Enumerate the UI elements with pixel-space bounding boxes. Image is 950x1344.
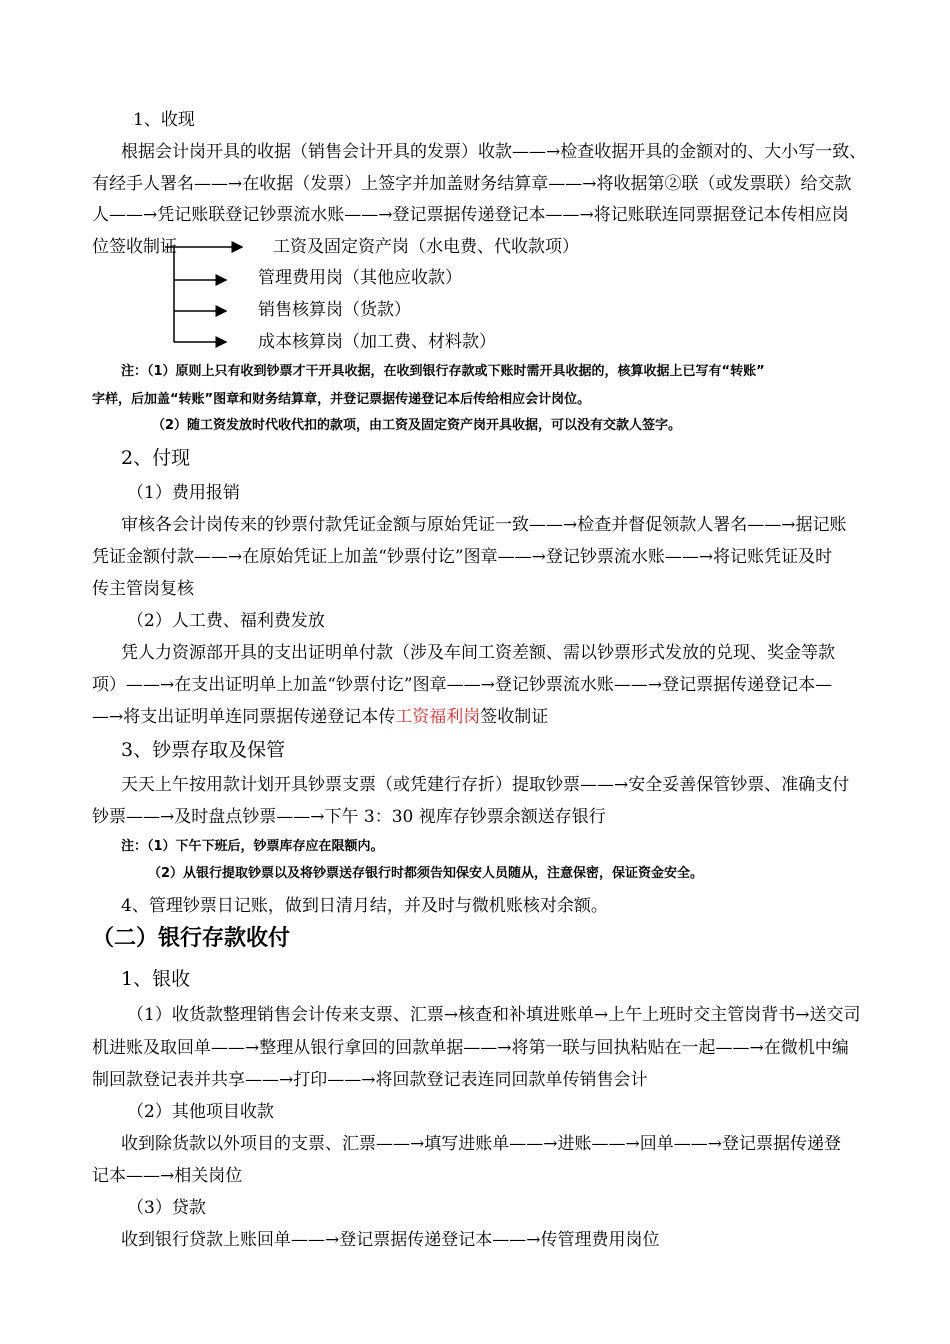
paragraph-line: 根据会计岗开具的收据（销售会计开具的发票）收款——→检查收据开具的金额对的、大小写一致、 [121,142,867,162]
note-line: 注：（1）下午下班后，钞票库存应在限额内。 [121,839,384,854]
paragraph-line: 记本——→相关岗位 [92,1166,243,1186]
subheading: （2）人工费、福利费发放 [127,611,325,631]
subheading: （2）其他项目收款 [127,1102,274,1122]
text-run: 签收制证 [480,707,549,727]
subheading: （3）贷款 [127,1198,206,1218]
note-line: （2）随工资发放时代收代扣的款项，由工资及固定资产岗开具收据，可以没有交款人签字。 [152,418,682,433]
branch-item: 成本核算岗（加工费、材料款） [258,332,496,352]
paragraph-line: 收到银行贷款上账回单——→登记票据传递登记本——→传管理费用岗位 [121,1230,660,1250]
branch-item: 工资及固定资产岗（水电费、代收款项） [273,237,579,257]
section-3-heading: 3、钞票存取及保管 [121,739,286,761]
paragraph-line: 收到除货款以外项目的支票、汇票——→填写进账单——→进账——→回单——→登记票据传递登 [121,1134,841,1154]
highlighted-text: 工资福利岗 [395,707,481,727]
part-2-heading: 1、银收 [121,968,191,990]
text-run: —→将支出证明单连同票据传递登记本传 [92,707,396,727]
paragraph-line: （1）收货款整理销售会计传来支票、汇票→核查和补填进账单→上午上班时交主管岗背书→送交司 [127,1005,861,1025]
note-line: 字样，后加盖“转账”图章和财务结算章，并登记票据传递登记本后传给相应会计岗位。 [92,392,591,407]
note-line: （2）从银行提取钞票以及将钞票送存银行时都须告知保安人员随从，注意保密，保证资金安全。 [148,866,704,881]
note-line: 注：（1）原则上只有收到钞票才干开具收据，在收到银行存款或下账时需开具收据的，核算收据上已写有“转账” [121,364,765,379]
section-1-heading: 1、收现 [133,110,195,130]
paragraph-line: 天天上午按用款计划开具钞票支票（或凭建行存折）提取钞票——→安全妥善保管钞票、准确支付 [121,775,850,795]
paragraph-line: 凭证金额付款——→在原始凭证上加盖“钞票付讫”图章——→登记钞票流水账——→将记账凭证及时 [92,547,833,567]
paragraph-line: 机进账及取回单——→整理从银行拿回的回款单据——→将第一联与回执粘贴在一起——→在微机中编 [92,1038,849,1058]
paragraph-line [92,705,548,729]
paragraph-line: 凭人力资源部开具的支出证明单付款（涉及车间工资差额、需以钞票形式发放的兑现、奖金等款 [121,643,835,663]
paragraph-line: 项）——→在支出证明单上加盖“钞票付讫”图章——→登记钞票流水账——→登记票据传递登记本— [92,675,833,695]
paragraph-line: 4、管理钞票日记账，做到日清月结，并及时与微机账核对余额。 [121,896,608,916]
branch-item: 管理费用岗（其他应收款） [258,268,462,288]
part-2-title: （二）银行存款收付 [92,926,291,951]
paragraph-line: 钞票——→及时盘点钞票——→下午 3：30 视库存钞票余额送存银行 [92,807,606,827]
paragraph-line: 制回款登记表并共享——→打印——→将回款登记表连同回款单传销售会计 [92,1070,648,1090]
subheading: （1）费用报销 [127,483,240,503]
branch-item: 销售核算岗（货款） [258,300,411,320]
paragraph-line: 人——→凭记账联登记钞票流水账——→登记票据传递登记本——→将记账联连同票据登记本传相应岗 [92,205,849,225]
paragraph-line: 位签收制证 [92,237,177,257]
paragraph-line: 传主管岗复核 [92,579,194,599]
section-2-heading: 2、付现 [121,447,191,469]
paragraph-line: 审核各会计岗传来的钞票付款凭证金额与原始凭证一致——→检查并督促领款人署名——→据记账 [121,515,847,535]
paragraph-line: 有经手人署名——→在收据（发票）上签字并加盖财务结算章——→将收据第②联（或发票联）给交款 [92,174,852,194]
